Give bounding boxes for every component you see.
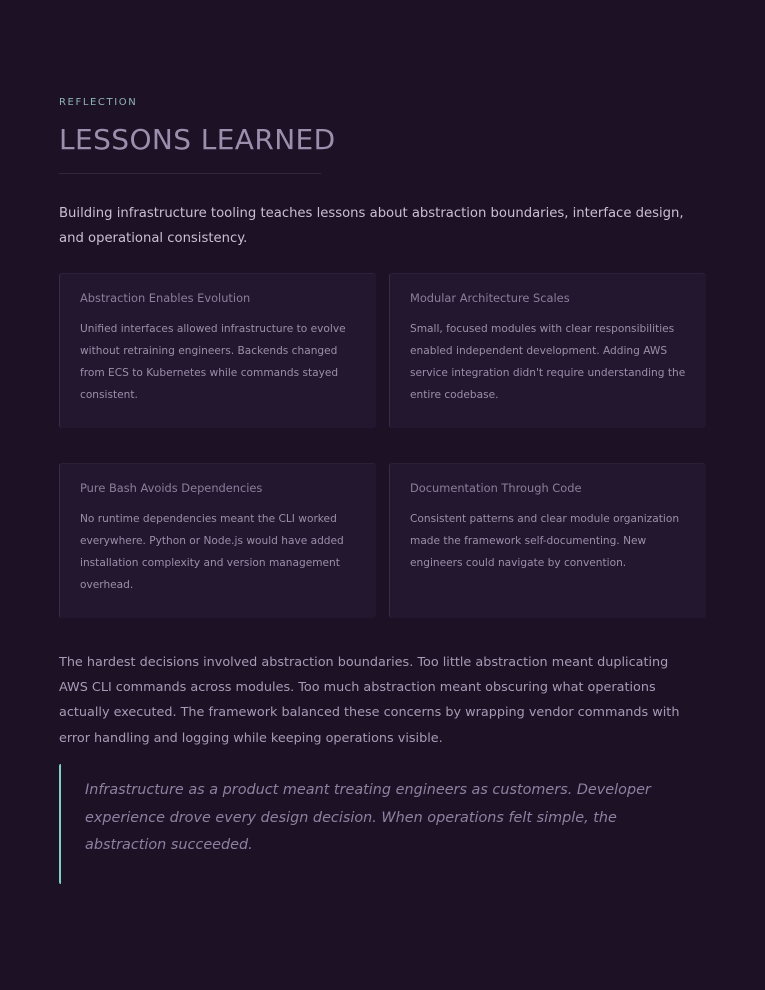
lesson-card-title: Pure Bash Avoids Dependencies [80,481,263,495]
lesson-card-body: No runtime dependencies meant the CLI worked everywhere. Python or Node.js would have added installation complexity and version management overhead. [80,513,344,591]
lesson-card-title: Documentation Through Code [410,481,582,495]
lesson-card-title: Modular Architecture Scales [410,291,570,305]
title-divider [59,173,321,174]
lesson-card-body: Unified interfaces allowed infrastructure to evolve without retraining engineers. Backends changed from ECS to Kubernetes while commands stayed consistent. [80,323,346,401]
pull-quote [59,764,699,884]
section-eyebrow: REFLECTION [59,97,138,108]
lesson-card-body: Small, focused modules with clear responsibilities enabled independent development. Adding AWS service integration didn't require understanding the entire codebase. [410,323,686,401]
page-title: LESSONS LEARNED [59,123,336,156]
lesson-card-title: Abstraction Enables Evolution [80,291,251,305]
pull-quote-text: Infrastructure as a product meant treating engineers as customers. Developer experience drove every design decision. When operations felt simple, the abstraction succeeded. [85,782,651,854]
lesson-card [59,273,376,428]
lesson-card-body: Consistent patterns and clear module organization made the framework self-documenting. New engineers could navigate by convention. [410,513,680,569]
body-paragraph: The hardest decisions involved abstraction boundaries. Too little abstraction meant duplicating AWS CLI commands across modules. Too much abstraction meant obscuring what operations actually executed. The framework balanced these concerns by wrapping vendor commands with error handling and logging while keeping operations visible. [59,655,680,746]
lesson-card [59,463,376,618]
lesson-card [389,463,706,618]
lesson-card [389,273,706,428]
intro-paragraph: Building infrastructure tooling teaches lessons about abstraction boundaries, interface design, and operational consistency. [59,206,684,246]
